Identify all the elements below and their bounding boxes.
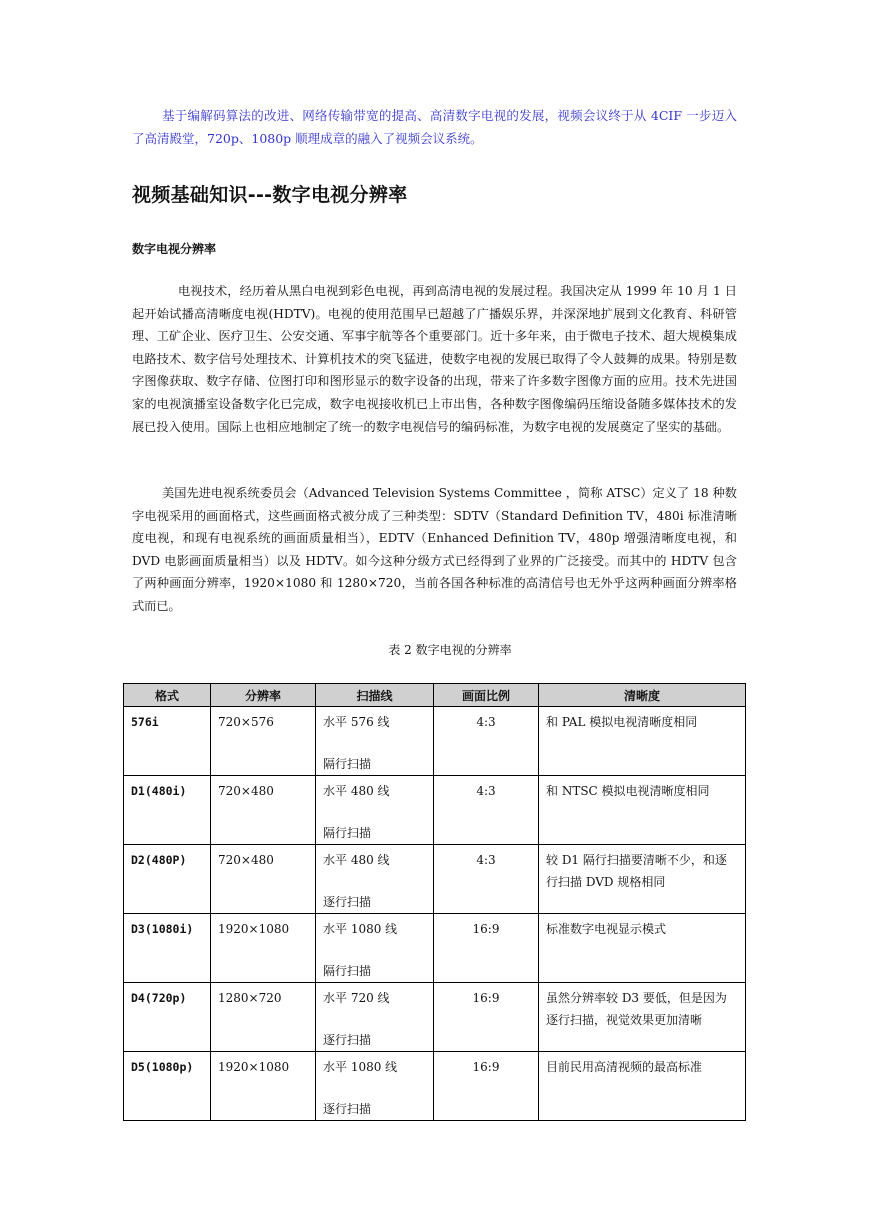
- header-aspect-ratio: 画面比例: [434, 684, 539, 707]
- scan-lines-text: 水平 1080 线: [323, 1060, 398, 1074]
- cell-resolution: 720×480: [211, 845, 316, 914]
- cell-scan-lines: [316, 707, 434, 776]
- cell-scan-lines: [316, 1052, 434, 1121]
- cell-format: D3(1080i): [124, 914, 211, 983]
- cell-resolution: 720×480: [211, 776, 316, 845]
- header-clarity: 清晰度: [539, 684, 746, 707]
- header-scan-lines: 扫描线: [316, 684, 434, 707]
- body-paragraph-2: 美国先进电视系统委员会（Advanced Television Systems Committee ，简称 ATSC）定义了 18 种数字电视采用的画面格式，这些画面格式被分成了三种类型：SDTV（Standard Definition TV，480i 标准清晰度电视，和现有电视系统的画面质量相当），EDTV（Enhanced Definition TV，480p 增强清晰度电视，和 DVD 电影画面质量相当）以及 HDTV。如今这种分级方式已经得到了业界的广泛接受。而其中的 HDTV 包含了两种画面分辨率，1920×1080 和 1280×720，当前各国各种标准的高清信号也无外乎这两种画面分辨率格式而已。: [132, 486, 737, 613]
- cell-format: D1(480i): [124, 776, 211, 845]
- cell-aspect-ratio: 16:9: [434, 1052, 539, 1121]
- resolution-table: [123, 683, 746, 1121]
- cell-format: D2(480P): [124, 845, 211, 914]
- cell-format: 576i: [124, 707, 211, 776]
- scan-mode-text: 隔行扫描: [323, 757, 372, 771]
- header-resolution: 分辨率: [211, 684, 316, 707]
- cell-format: D4(720p): [124, 983, 211, 1052]
- table-row: [124, 776, 746, 845]
- cell-scan-lines: [316, 914, 434, 983]
- cell-clarity: 虽然分辨率较 D3 要低，但是因为逐行扫描，视觉效果更加清晰: [539, 983, 746, 1052]
- cell-aspect-ratio: 4:3: [434, 707, 539, 776]
- table-row: [124, 983, 746, 1052]
- cell-clarity: 和 NTSC 模拟电视清晰度相同: [539, 776, 746, 845]
- table-row: [124, 914, 746, 983]
- scan-lines-text: 水平 480 线: [323, 784, 390, 798]
- cell-resolution: 1920×1080: [211, 1052, 316, 1121]
- scan-mode-text: 隔行扫描: [323, 964, 372, 978]
- scan-lines-text: 水平 1080 线: [323, 922, 398, 936]
- cell-clarity: 标准数字电视显示模式: [539, 914, 746, 983]
- body-paragraph-1: 电视技术，经历着从黑白电视到彩色电视，再到高清电视的发展过程。我国决定从 1999 年 10 月 1 日起开始试播高清晰度电视(HDTV)。电视的使用范围早已超越了广播娱乐界，并深深地扩展到文化教育、科研管理、工矿企业、医疗卫生、公安交通、军事宇航等各个重要部门。近十多年来，由于微电子技术、超大规模集成电路技术、数字信号处理技术、计算机技术的突飞猛进，使数字电视的发展已取得了令人鼓舞的成果。特别是数字图像获取、数字存储、位图打印和图形显示的数字设备的出现，带来了许多数字图像方面的应用。技术先进国家的电视演播室设备数字化已完成，数字电视接收机已上市出售，各种数字图像编码压缩设备随多媒体技术的发展已投入使用。国际上也相应地制定了统一的数字电视信号的编码标准，为数字电视的发展奠定了坚实的基础。: [132, 284, 737, 434]
- cell-clarity: 目前民用高清视频的最高标准: [539, 1052, 746, 1121]
- cell-format: D5(1080p): [124, 1052, 211, 1121]
- cell-clarity: 较 D1 隔行扫描要清晰不少，和逐行扫描 DVD 规格相同: [539, 845, 746, 914]
- cell-clarity: 和 PAL 模拟电视清晰度相同: [539, 707, 746, 776]
- scan-lines-text: 水平 480 线: [323, 853, 390, 867]
- cell-scan-lines: [316, 845, 434, 914]
- cell-aspect-ratio: 4:3: [434, 776, 539, 845]
- table-row: [124, 845, 746, 914]
- table-row: [124, 707, 746, 776]
- cell-aspect-ratio: 16:9: [434, 914, 539, 983]
- cell-resolution: 720×576: [211, 707, 316, 776]
- cell-aspect-ratio: 16:9: [434, 983, 539, 1052]
- scan-mode-text: 逐行扫描: [323, 1033, 372, 1047]
- scan-lines-text: 水平 576 线: [323, 715, 390, 729]
- intro-paragraph: 基于编解码算法的改进、网络传输带宽的提高、高清数字电视的发展，视频会议终于从 4CIF 一步迈入了高清殿堂，720p、1080p 顺理成章的融入了视频会议系统。: [132, 108, 737, 146]
- table-row: [124, 1052, 746, 1121]
- table-caption: 表 2 数字电视的分辨率: [388, 643, 512, 657]
- scan-mode-text: 隔行扫描: [323, 826, 372, 840]
- cell-resolution: 1920×1080: [211, 914, 316, 983]
- table-header-row: [124, 684, 746, 707]
- cell-scan-lines: [316, 983, 434, 1052]
- cell-aspect-ratio: 4:3: [434, 845, 539, 914]
- scan-mode-text: 逐行扫描: [323, 895, 372, 909]
- page-title: 视频基础知识---数字电视分辨率: [132, 184, 408, 206]
- cell-resolution: 1280×720: [211, 983, 316, 1052]
- header-format: 格式: [124, 684, 211, 707]
- section-heading: 数字电视分辨率: [132, 242, 217, 256]
- cell-scan-lines: [316, 776, 434, 845]
- scan-lines-text: 水平 720 线: [323, 991, 390, 1005]
- scan-mode-text: 逐行扫描: [323, 1102, 372, 1116]
